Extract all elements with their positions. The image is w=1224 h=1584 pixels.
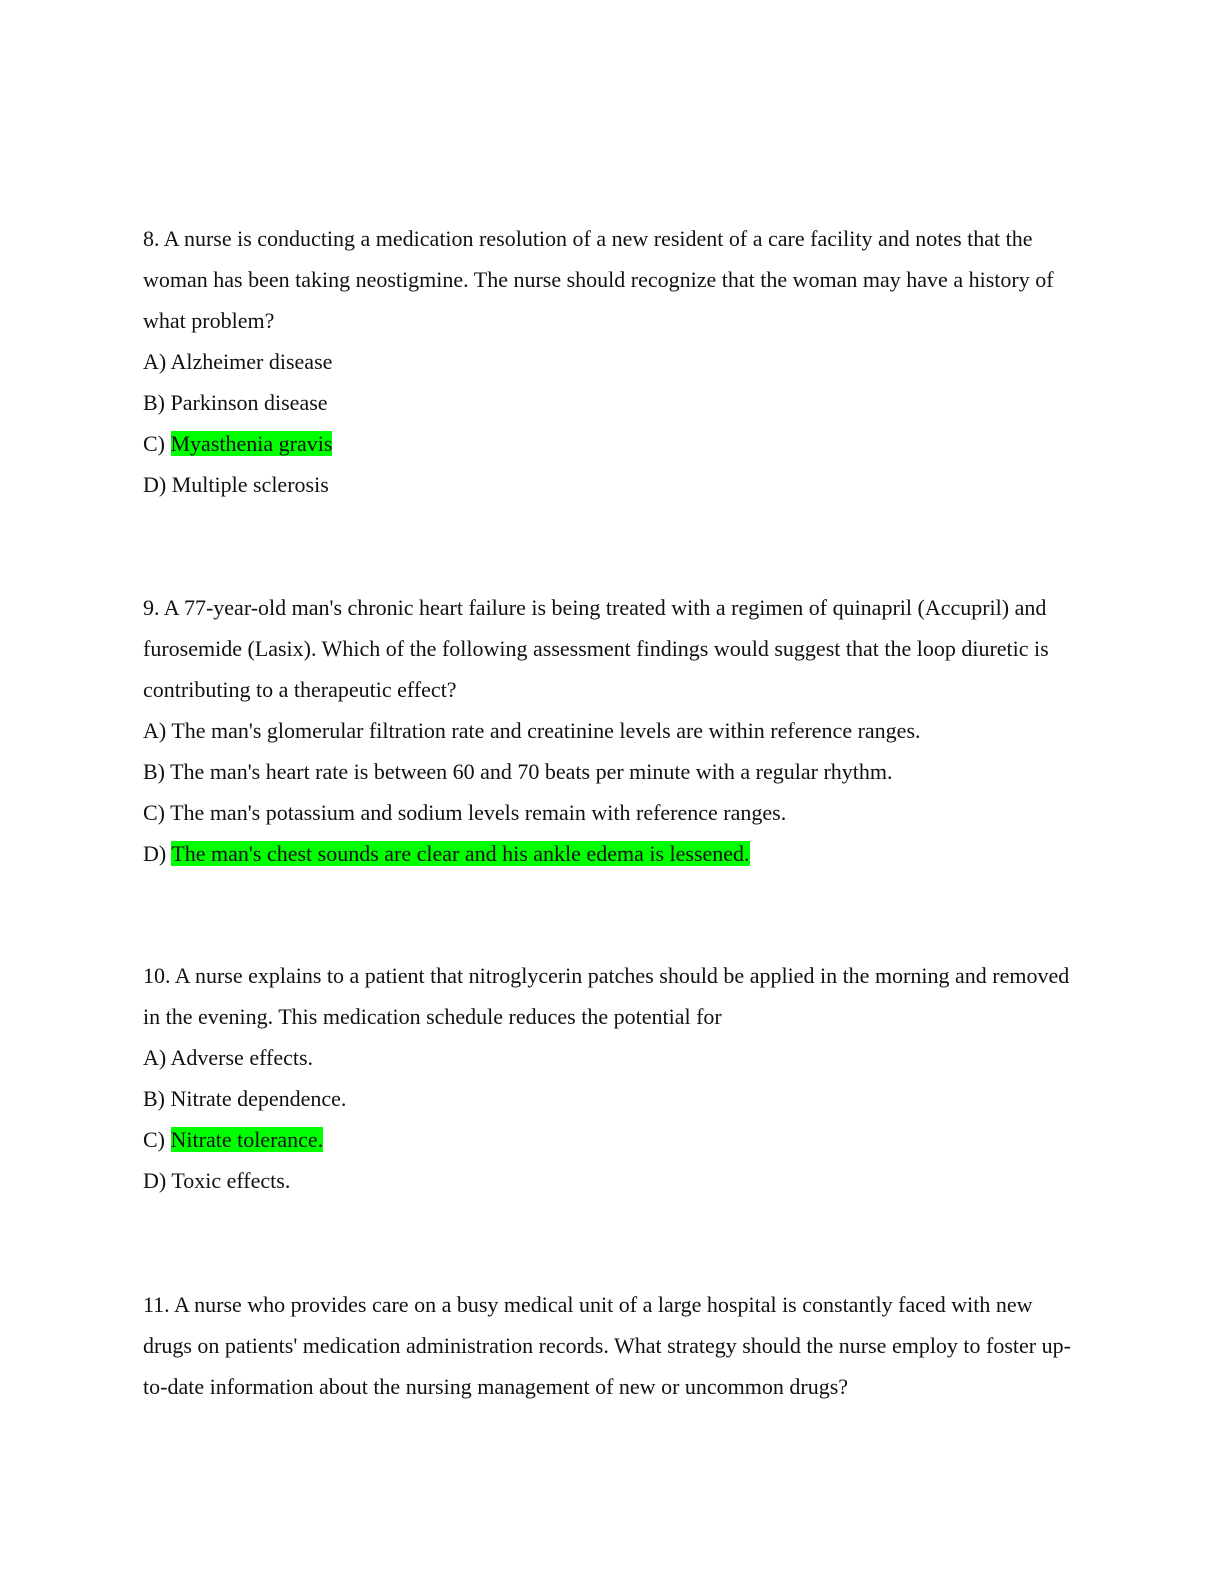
highlighted-answer: Nitrate tolerance. (170, 1127, 324, 1152)
option-letter: B) (143, 759, 165, 784)
question-stem: 9. A 77-year-old man's chronic heart failure is being treated with a regimen of quinapril (Accupril) and furosemide (Lasix). Which of the following assessment findings would suggest that the loop diuretic is contributing to a therapeutic effect? (143, 595, 1049, 702)
answer-option-a (143, 710, 1083, 751)
option-text: Alzheimer disease (170, 349, 333, 374)
answer-option-d (143, 1160, 1083, 1201)
option-letter: C) (143, 800, 165, 825)
option-letter: B) (143, 1086, 165, 1111)
answer-option-d (143, 464, 1083, 505)
option-text: Nitrate dependence. (170, 1086, 347, 1111)
answer-option-b (143, 382, 1083, 423)
answer-option-c (143, 423, 1083, 464)
option-letter: B) (143, 390, 165, 415)
option-letter: C) (143, 1127, 165, 1152)
answer-option-d (143, 833, 1083, 874)
option-letter: C) (143, 431, 165, 456)
option-text: Adverse effects. (170, 1045, 314, 1070)
answer-option-b (143, 751, 1083, 792)
option-letter: A) (143, 1045, 167, 1070)
question-8 (143, 218, 1083, 505)
option-letter: A) (143, 718, 167, 743)
question-stem: 8. A nurse is conducting a medication resolution of a new resident of a care facility and notes that the woman has been taking neostigmine. The nurse should recognize that the woman may have a history of what problem? (143, 226, 1054, 333)
question-11 (143, 1284, 1083, 1407)
question-stem: 11. A nurse who provides care on a busy medical unit of a large hospital is constantly faced with new drugs on patients' medication administration records. What strategy should the nurse employ to foster up-to-date information about the nursing management of new or uncommon drugs? (143, 1292, 1071, 1399)
option-letter: D) (143, 841, 167, 866)
answer-option-b (143, 1078, 1083, 1119)
answer-option-a (143, 1037, 1083, 1078)
option-letter: A) (143, 349, 167, 374)
question-stem: 10. A nurse explains to a patient that nitroglycerin patches should be applied in the morning and removed in the evening. This medication schedule reduces the potential for (143, 963, 1070, 1029)
answer-option-a (143, 341, 1083, 382)
option-text: Multiple sclerosis (171, 472, 329, 497)
question-9 (143, 587, 1083, 874)
option-text: The man's glomerular filtration rate and creatinine levels are within reference ranges. (171, 718, 921, 743)
question-10 (143, 955, 1083, 1201)
option-text: The man's potassium and sodium levels remain with reference ranges. (170, 800, 787, 825)
option-text: Toxic effects. (171, 1168, 291, 1193)
highlighted-answer: The man's chest sounds are clear and his ankle edema is lessened. (171, 841, 750, 866)
option-letter: D) (143, 472, 167, 497)
option-text: The man's heart rate is between 60 and 70 beats per minute with a regular rhythm. (170, 759, 893, 784)
answer-option-c (143, 792, 1083, 833)
option-text: Parkinson disease (170, 390, 328, 415)
highlighted-answer: Myasthenia gravis (170, 431, 333, 456)
option-letter: D) (143, 1168, 167, 1193)
answer-option-c (143, 1119, 1083, 1160)
